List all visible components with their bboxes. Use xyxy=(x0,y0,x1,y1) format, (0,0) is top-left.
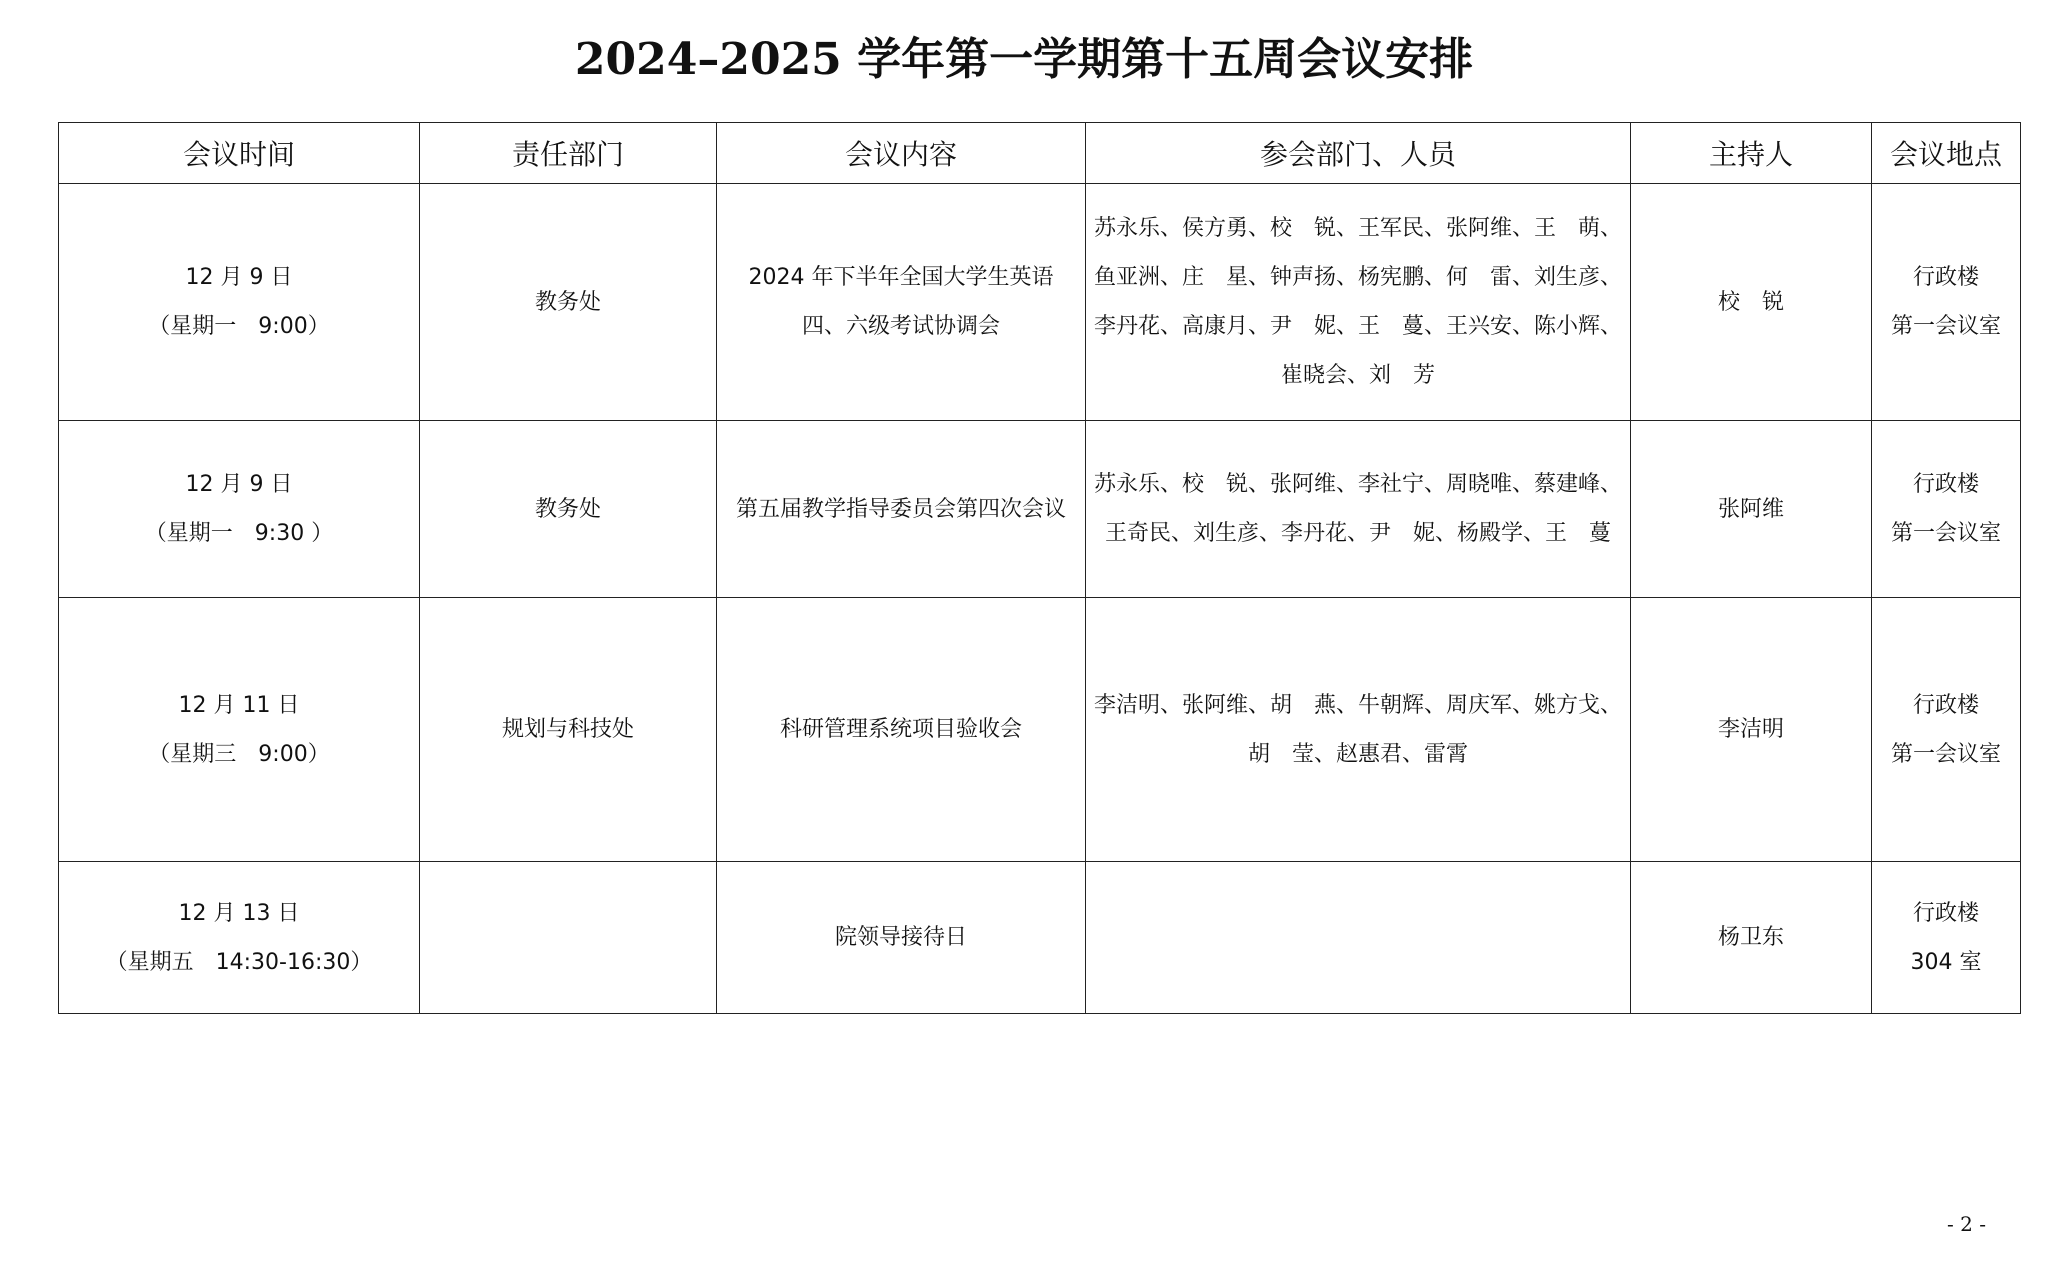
meeting-time-cell xyxy=(59,598,420,862)
table-row xyxy=(59,184,2021,421)
content-line: 四、六级考试协调会 xyxy=(801,314,1000,339)
page-number: - 2 - xyxy=(1947,1212,1986,1236)
table-row xyxy=(59,598,2021,862)
column-header-host: 主持人 xyxy=(1631,123,1872,184)
location-building: 行政楼 xyxy=(1912,472,1979,497)
host-cell: 杨卫东 xyxy=(1631,862,1872,1014)
meeting-weekday-time: （星期五 14:30-16:30） xyxy=(105,949,373,975)
department-cell: 教务处 xyxy=(420,421,717,598)
meeting-time-cell xyxy=(59,862,420,1014)
department-cell: 教务处 xyxy=(420,184,717,421)
content-line: 2024 年下半年全国大学生英语 xyxy=(748,265,1054,290)
meeting-time-cell xyxy=(59,421,420,598)
content-line: 第五届教学指导委员会第四次会议 xyxy=(735,496,1066,522)
table-header-row xyxy=(59,123,2021,184)
meeting-date: 12 月 9 日 xyxy=(185,472,293,497)
department-cell: 规划与科技处 xyxy=(420,598,717,862)
meeting-weekday-time: （星期三 9:00） xyxy=(148,741,330,767)
participants-cell xyxy=(1086,862,1631,1014)
content-cell xyxy=(717,421,1086,598)
participants-cell xyxy=(1086,421,1631,598)
column-header-department: 责任部门 xyxy=(420,123,717,184)
meeting-weekday-time: （星期一 9:00） xyxy=(148,314,330,339)
meeting-weekday-time: （星期一 9:30 ） xyxy=(144,521,334,546)
meeting-date: 12 月 9 日 xyxy=(185,265,293,290)
location-room: 第一会议室 xyxy=(1890,521,2001,546)
meeting-schedule-table xyxy=(58,122,2021,1014)
content-cell xyxy=(717,184,1086,421)
department-cell xyxy=(420,862,717,1014)
content-line: 院领导接待日 xyxy=(834,925,967,950)
content-line: 科研管理系统项目验收会 xyxy=(779,717,1022,742)
participants-line: 崔晓会、刘 芳 xyxy=(1280,363,1435,388)
location-cell xyxy=(1872,862,2021,1014)
participants-line: 李洁明、张阿维、胡 燕、牛朝辉、周庆军、姚方戈、 xyxy=(1093,692,1622,718)
column-header-location: 会议地点 xyxy=(1872,123,2021,184)
participants-line: 胡 莹、赵惠君、雷霄 xyxy=(1247,741,1468,767)
location-room: 304 室 xyxy=(1910,949,1982,975)
page-title: 2024–2025 学年第一学期第十五周会议安排 xyxy=(574,34,1474,85)
location-room: 第一会议室 xyxy=(1890,741,2001,767)
meeting-date: 12 月 13 日 xyxy=(178,900,300,926)
location-cell xyxy=(1872,184,2021,421)
column-header-participants: 参会部门、人员 xyxy=(1086,123,1631,184)
host-cell: 校 锐 xyxy=(1631,184,1872,421)
table-row xyxy=(59,421,2021,598)
participants-line: 苏永乐、侯方勇、校 锐、王军民、张阿维、王 萌、 xyxy=(1093,216,1622,241)
participants-line: 王奇民、刘生彦、李丹花、尹 妮、杨殿学、王 蔓 xyxy=(1104,521,1611,546)
meeting-date: 12 月 11 日 xyxy=(178,692,300,718)
host-cell: 李洁明 xyxy=(1631,598,1872,862)
content-cell xyxy=(717,598,1086,862)
location-building: 行政楼 xyxy=(1912,900,1979,926)
participants-line: 鱼亚洲、庄 星、钟声扬、杨宪鹏、何 雷、刘生彦、 xyxy=(1093,265,1622,290)
participants-cell xyxy=(1086,598,1631,862)
meeting-time-cell xyxy=(59,184,420,421)
location-building: 行政楼 xyxy=(1912,692,1979,718)
participants-cell xyxy=(1086,184,1631,421)
table-row xyxy=(59,862,2021,1014)
host-cell: 张阿维 xyxy=(1631,421,1872,598)
participants-line: 李丹花、高康月、尹 妮、王 蔓、王兴安、陈小辉、 xyxy=(1093,314,1622,339)
column-header-time: 会议时间 xyxy=(59,123,420,184)
location-room: 第一会议室 xyxy=(1890,314,2001,339)
location-building: 行政楼 xyxy=(1912,265,1979,290)
location-cell xyxy=(1872,421,2021,598)
content-cell xyxy=(717,862,1086,1014)
column-header-content: 会议内容 xyxy=(717,123,1086,184)
participants-line: 苏永乐、校 锐、张阿维、李社宁、周晓唯、蔡建峰、 xyxy=(1093,472,1622,497)
location-cell xyxy=(1872,598,2021,862)
